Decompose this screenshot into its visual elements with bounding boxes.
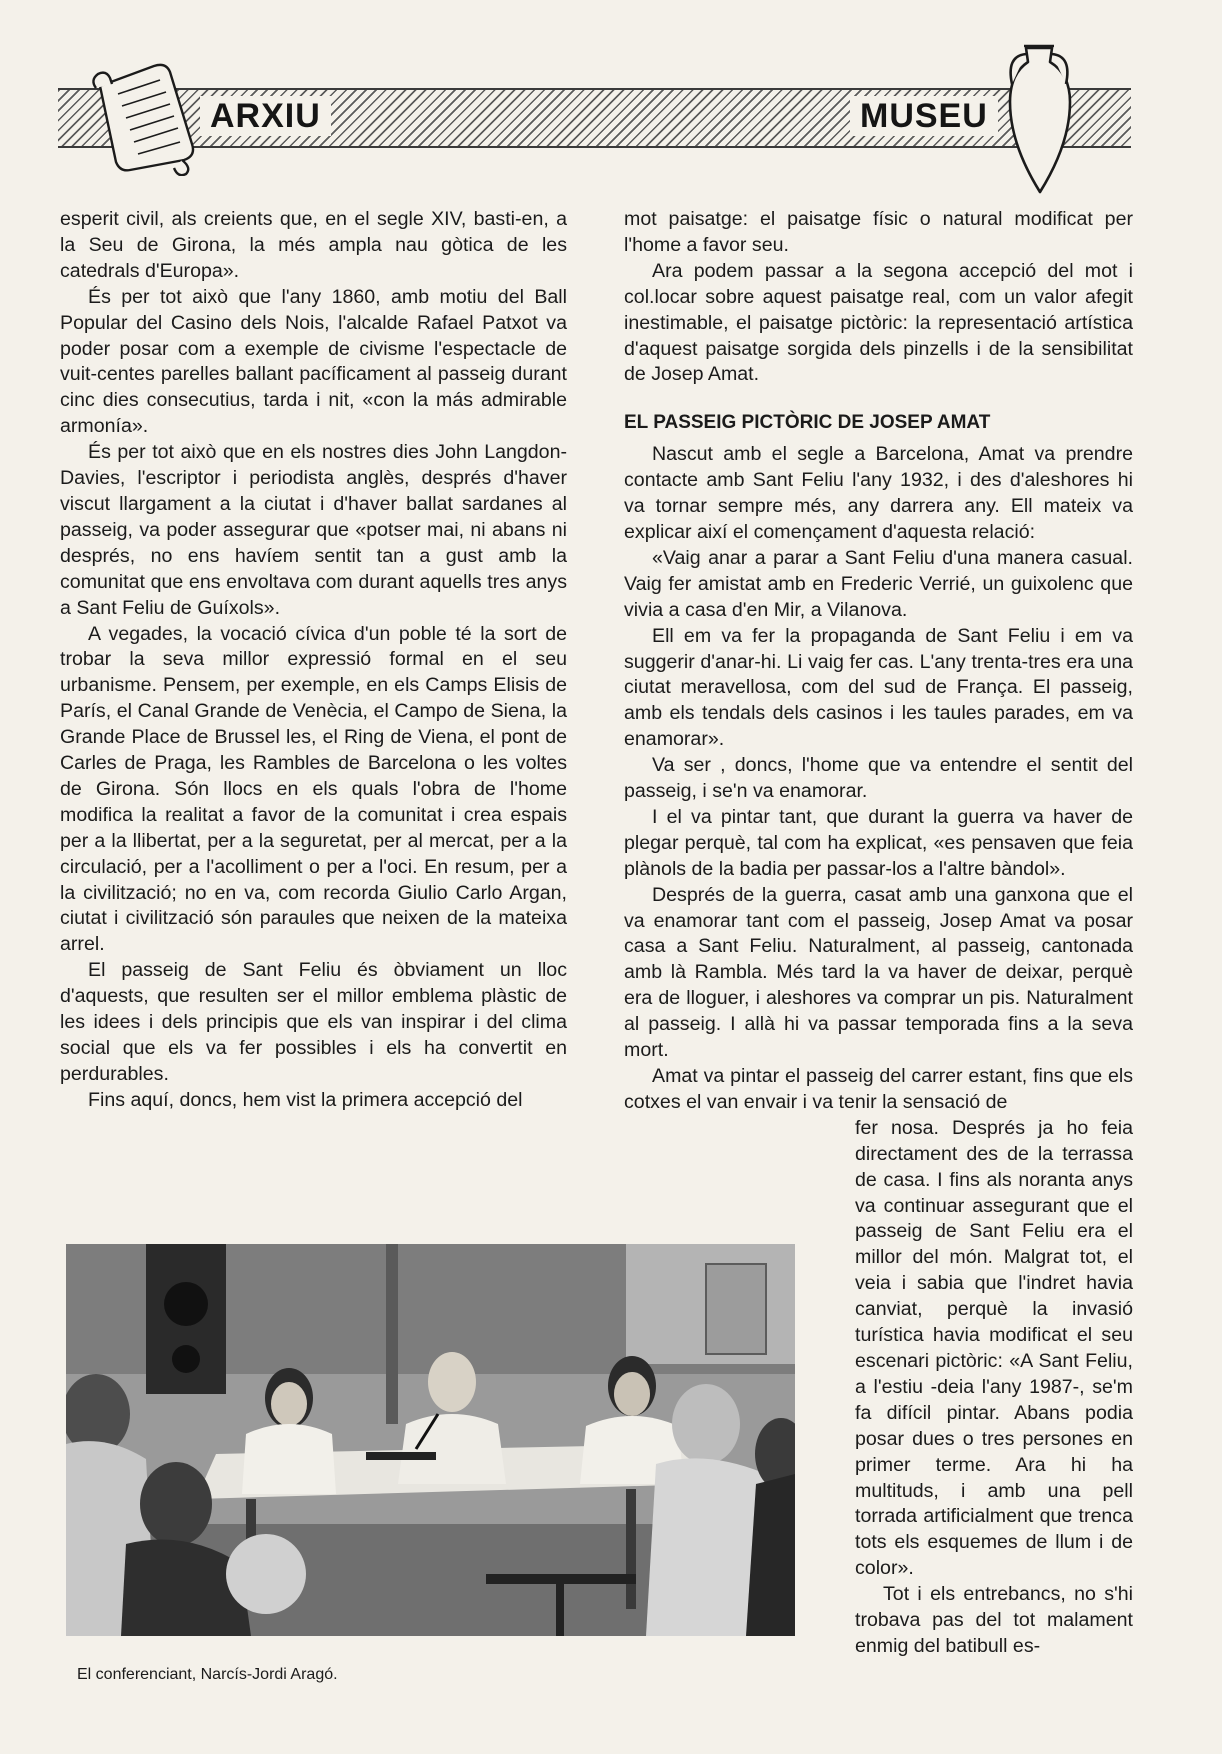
paragraph: Amat va pintar el passeig del carrer estant, fins que els cotxes el van envair i va tenir la sensació de bbox=[624, 1065, 1133, 1113]
paragraph: Fins aquí, doncs, hem vist la primera accepció del bbox=[88, 1088, 523, 1111]
paragraph: Va ser , doncs, l'home que va entendre el sentit del passeig, i se'n va enamorar. bbox=[624, 754, 1133, 803]
amphora-icon bbox=[1000, 40, 1078, 200]
paragraph: Tot i els entrebancs, no s'hi trobava pas del tot malament enmig del batibull es- bbox=[855, 1583, 1133, 1657]
photo-caption: El conferenciant, Narcís-Jordi Aragó. bbox=[77, 1666, 338, 1683]
paragraph: És per tot això que en els nostres dies John Langdon-Davies, l'escriptor i periodista anglès, després d'haver viscut llargament a la ciutat i d'haver ballat sardanes al passeig, va poder assegurar que «potser mai, ni abans ni després, no ens havíem sentit tan a gust amb la comunitat que ens envoltava com durant aquells tres anys a Sant Feliu de Guíxols». bbox=[60, 441, 567, 619]
paragraph: Nascut amb el segle a Barcelona, Amat va prendre contacte amb Sant Feliu l'any 1932, i des d'aleshores hi va tornar sempre més, any darrera any. Ell mateix va explicar així el començament d'aquesta relació: bbox=[624, 443, 1133, 543]
header-label-arxiu: ARXIU bbox=[200, 96, 331, 136]
paragraph: Ara podem passar a la segona accepció del mot i col.locar sobre aquest paisatge real, com un valor afegit inestimable, el paisatge pictòric: la representació artística d'aquest paisatge sorgida dels pinzells i de la sensibilitat de Josep Amat. bbox=[624, 259, 1133, 386]
paragraph: «Vaig anar a parar a Sant Feliu d'una manera casual. Vaig fer amistat amb en Frederic Verrié, un guixolenc que vivia a casa d'en Mir, a Vilanova. bbox=[624, 546, 1133, 621]
paragraph: mot paisatge: el paisatge físic o natural modificat per l'home a favor seu. bbox=[624, 208, 1133, 256]
paragraph: És per tot això que l'any 1860, amb motiu del Ball Popular del Casino dels Nois, l'alcalde Rafael Patxot va poder posar com a exemple de civisme l'espectacle de vuit-centes parelles ballant pacíficament al passeig durant cinc dies consecutius, tarda i nit, «con la más admirable armonía». bbox=[60, 285, 567, 438]
scroll-icon bbox=[82, 58, 204, 176]
paragraph: fer nosa. Després ja ho feia directament des de la terrassa de casa. I fins als noranta anys va continuar assegurant que el passeig de Sant Feliu era el millor del món. Malgrat tot, el veia i sabia que l'indret havia canviat, perquè la invasió turística havia modificat el seu escenari pictòric: «A Sant Feliu, a l'estiu -deia l'any 1987-, se'm fa difícil pintar. Abans podia posar dues o tres persones en primer terme. Ara hi ha multituds, i amb una pell torrada artificialment que trenca tots els esquemes de llum i de color». bbox=[855, 1116, 1133, 1580]
article-column-left bbox=[60, 207, 567, 1114]
section-heading: EL PASSEIG PICTÒRIC DE JOSEP AMAT bbox=[624, 412, 991, 434]
conference-photo bbox=[66, 1244, 795, 1636]
paragraph: El passeig de Sant Feliu és òbviament un lloc d'aquests, que resulten ser el millor emblema plàstic de les idees i dels principis que els van inspirar i del clima social que els va fer possibles i els ha convertit en perdurables. bbox=[60, 959, 567, 1085]
paragraph: Després de la guerra, casat amb una ganxona que el va enamorar tant com el passeig, Josep Amat va posar casa a Sant Feliu. Naturalment, al passeig, cantonada amb là Rambla. Més tard la va haver de deixar, perquè era de lloguer, i aleshores va comprar un pis. Naturalment al passeig. I allà hi va passar temporada fins a la seva mort. bbox=[624, 883, 1133, 1062]
wrapped-text-block bbox=[855, 1116, 1133, 1660]
paragraph: I el va pintar tant, que durant la guerra va haver de plegar perquè, tal com ha explicat, «es pensaven que feia plànols de la badia per passar-los a l'altre bàndol». bbox=[624, 805, 1133, 880]
paragraph: A vegades, la vocació cívica d'un poble té la sort de trobar la seva millor expressió formal en el seu urbanisme. Pensem, per exemple, en els Camps Elisis de París, el Canal Grande de Venècia, el Campo de Siena, la Grande Place de Brussel les, el Ring de Viena, el pont de Carles de Praga, les Rambles de Barcelona o les voltes de Girona. Són llocs en els quals l'obra de l'home modifica la realitat a favor de la comunitat i crea espais per a la llibertat, per a la seguretat, per al mercat, per a la circulació, per a l'acolliment o per a l'oci. En resum, per a la civilització; no en va, com recorda Giulio Carlo Argan, ciutat i civilització són paraules que neixen de la mateixa arrel. bbox=[60, 622, 567, 956]
paragraph: esperit civil, als creients que, en el segle XIV, basti-en, a la Seu de Girona, la més ampla nau gòtica de les catedrals d'Europa». bbox=[60, 208, 567, 282]
paragraph: Ell em va fer la propaganda de Sant Feliu i em va suggerir d'anar-hi. Li vaig fer cas. L'any trenta-tres era una ciutat meravellosa, com del sud de França. El passeig, amb els tendals dels casinos i les taules parades, em va enamorar». bbox=[624, 624, 1133, 751]
header-label-museu: MUSEU bbox=[850, 96, 998, 136]
